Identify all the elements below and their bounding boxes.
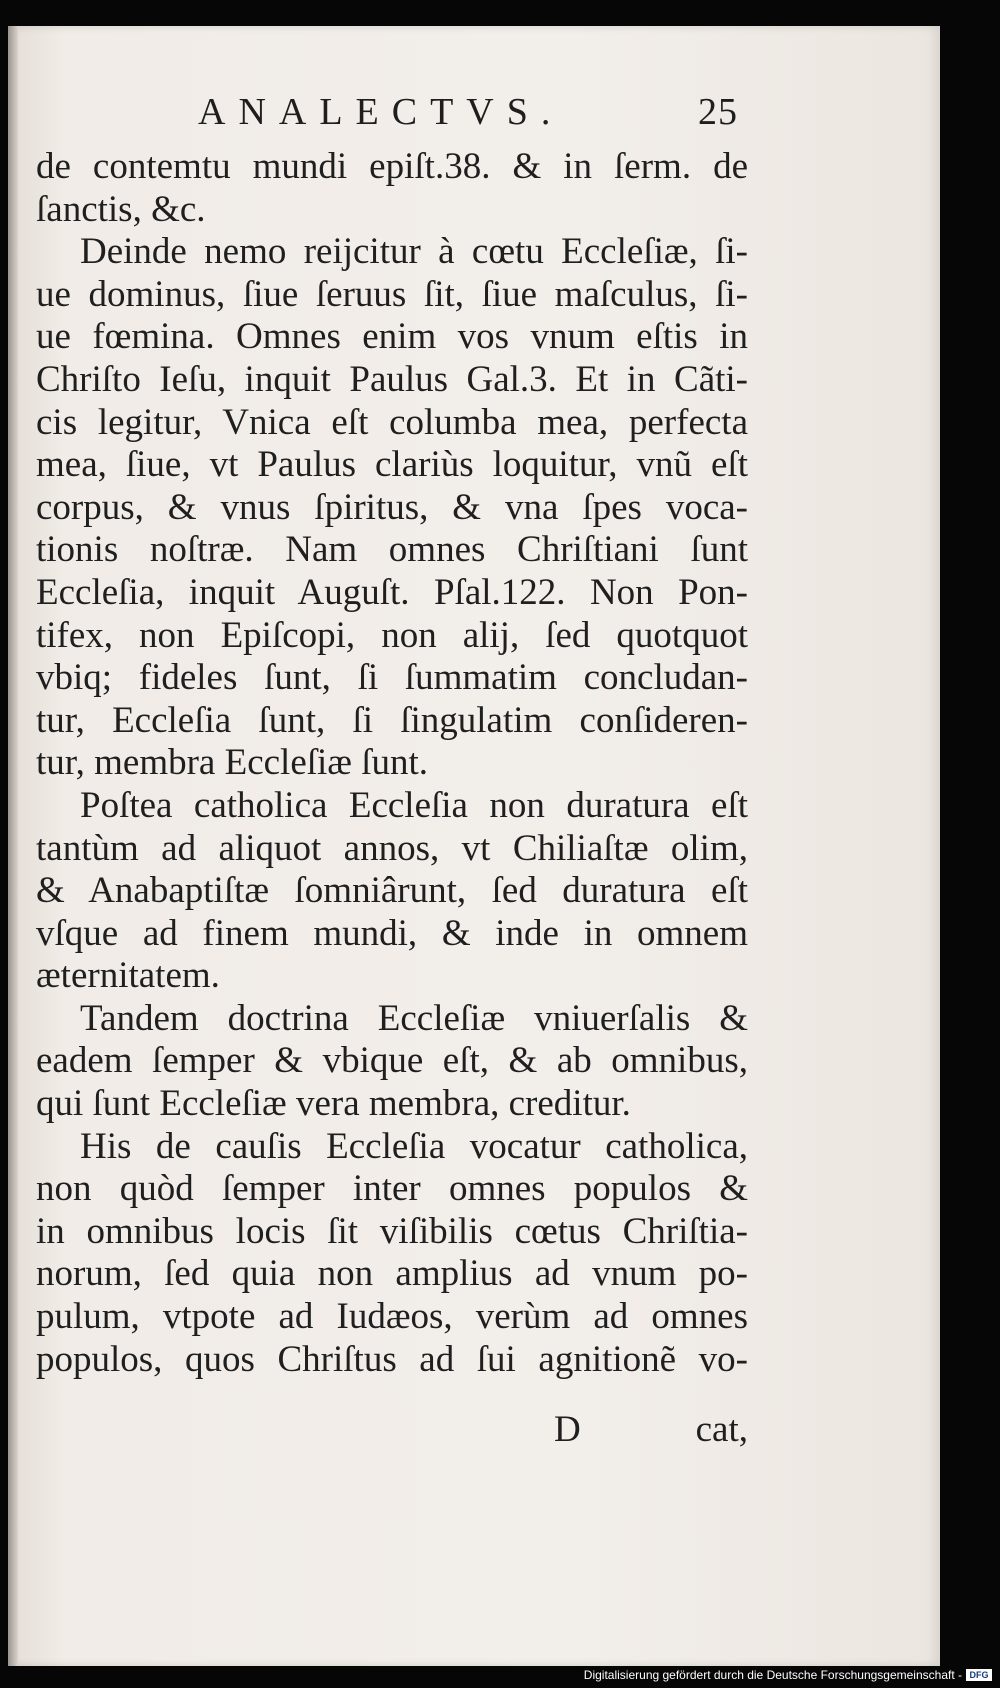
text-line: Tandem doctrina Eccleſiæ vniuerſalis & xyxy=(80,997,748,1039)
signature-mark: D xyxy=(554,1409,581,1450)
text-line: Chriſto Ieſu, inquit Paulus Gal.3. Et in Cãti- xyxy=(36,358,748,400)
credit-text: Digitalisierung gefördert durch die Deutsche Forschungsgemeinschaft - xyxy=(583,1668,962,1682)
text-line: pulum, vtpote ad Iudæos, verùm ad omnes xyxy=(36,1296,748,1338)
text-line: mea, ſiue, vt Paulus clariùs loquitur, vnũ eſt xyxy=(36,444,748,486)
text-line: tur, Eccleſia ſunt, ſi ſingulatim conſideren- xyxy=(36,699,748,741)
text-line: æternitatem. xyxy=(36,955,220,997)
text-line: Eccleſia, inquit Auguſt. Pſal.122. Non Pon- xyxy=(36,571,748,613)
text-line: His de cauſis Eccleſia vocatur catholica, xyxy=(80,1125,748,1167)
dfg-logo-icon: DFG xyxy=(966,1669,992,1681)
text-line: Poſtea catholica Eccleſia non duratura eſt xyxy=(80,784,748,826)
text-line: qui ſunt Eccleſiæ vera membra, creditur. xyxy=(36,1083,631,1125)
text-line: in omnibus locis ſit viſibilis cœtus Chriſtia- xyxy=(36,1210,748,1252)
text-line: ſanctis, &c. xyxy=(36,188,206,230)
text-line: eadem ſemper & vbique eſt, & ab omnibus, xyxy=(36,1040,748,1082)
text-line: tantùm ad aliquot annos, vt Chiliaſtæ olim, xyxy=(36,827,748,869)
running-title: ANALECTVS. xyxy=(198,91,564,133)
text-line: ue fœmina. Omnes enim vos vnum eſtis in xyxy=(36,316,748,358)
text-line: populos, quos Chriſtus ad ſui agnitionẽ vo- xyxy=(36,1338,748,1380)
text-line: de contemtu mundi epiſt.38. & in ſerm. de xyxy=(36,146,748,187)
page-footer xyxy=(36,1408,748,1454)
page-number: 25 xyxy=(698,91,738,133)
text-line: tionis noſtræ. Nam omnes Chriſtiani ſunt xyxy=(36,529,748,571)
text-line: tifex, non Epiſcopi, non alij, ſed quotquot xyxy=(36,614,748,656)
page-gutter xyxy=(8,26,18,1666)
running-header xyxy=(198,90,738,150)
text-line: & Anabaptiſtæ ſomniârunt, ſed duratura eſt xyxy=(36,870,748,912)
text-line: vbiq; fideles ſunt, ſi ſummatim concludan- xyxy=(36,657,748,699)
text-line: Deinde nemo reijcitur à cœtu Eccleſiæ, ſi- xyxy=(80,231,748,273)
text-line: tur, membra Eccleſiæ ſunt. xyxy=(36,742,429,784)
book-page xyxy=(8,26,940,1666)
text-line: non quòd ſemper inter omnes populos & xyxy=(36,1168,748,1210)
text-line: cis legitur, Vnica eſt columba mea, perfecta xyxy=(36,401,748,443)
text-line: corpus, & vnus ſpiritus, & vna ſpes voca- xyxy=(36,486,748,528)
catchword: cat, xyxy=(695,1409,748,1450)
body-text xyxy=(36,146,748,1381)
text-line: vſque ad finem mundi, & inde in omnem xyxy=(36,912,748,954)
digitization-credit xyxy=(584,1665,992,1685)
text-line: ue dominus, ſiue ſeruus ſit, ſiue maſculus, ſi- xyxy=(36,273,748,315)
text-line: norum, ſed quia non amplius ad vnum po- xyxy=(36,1253,748,1295)
